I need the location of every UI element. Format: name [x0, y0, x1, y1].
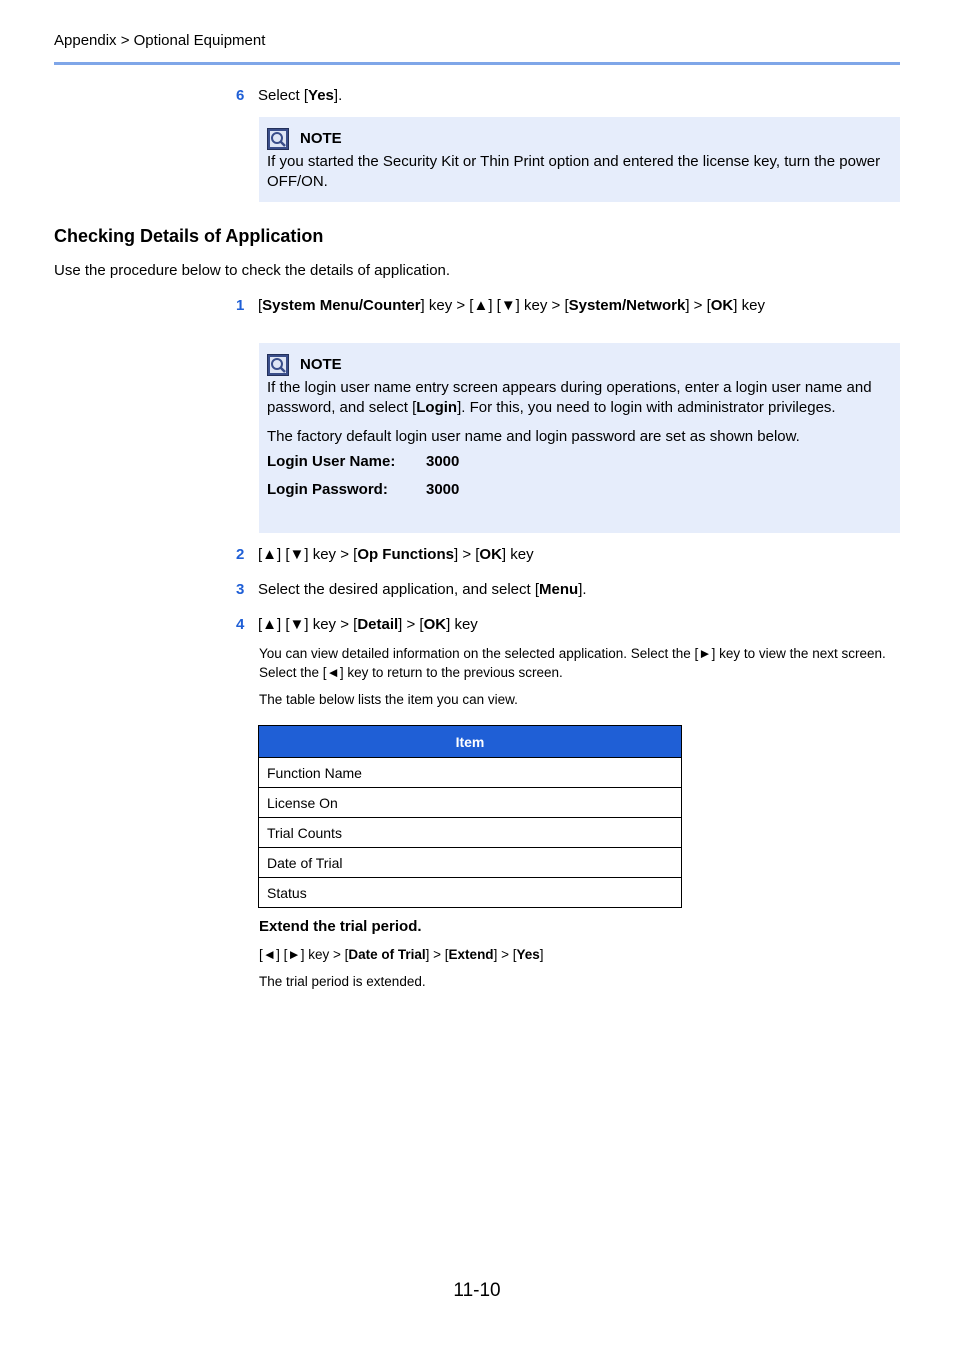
key-yes: Yes [308, 87, 334, 104]
note-box-login [259, 343, 900, 533]
step-text: ] > [ [425, 947, 449, 962]
step-text: Select [ [258, 87, 309, 104]
key-system-network: System/Network [568, 297, 686, 314]
table-row: Status [259, 878, 682, 908]
login-password-row [267, 476, 892, 504]
breadcrumb: Appendix > Optional Equipment [54, 32, 266, 49]
step-text: ] key [446, 616, 478, 633]
key-ok: OK [710, 297, 734, 314]
step-number: 4 [236, 616, 245, 633]
key-menu: Menu [539, 581, 579, 598]
step-text: [◄] [►] key > [ [259, 947, 349, 962]
step-text: ] [539, 947, 544, 962]
note-text: If you started the Security Kit or Thin Print option and entered the license key, turn the power OFF/ON. [267, 153, 881, 190]
step-2 [236, 546, 534, 563]
step-text: ] key > [▲] [▼] key > [ [420, 297, 569, 314]
note-icon [267, 354, 289, 376]
table-header: Item [259, 726, 682, 758]
note-title: NOTE [300, 356, 342, 373]
step-6 [236, 87, 342, 104]
table-row: Date of Trial [259, 848, 682, 878]
note-text: The factory default login user name and login password are set as shown below. [267, 428, 800, 445]
step-text: [▲] [▼] key > [ [258, 546, 358, 563]
note-text-part: ]. For this, you need to login with administrator privileges. [457, 399, 836, 416]
header-divider [54, 62, 900, 65]
note-box-license [259, 117, 900, 202]
step-text: [ [258, 297, 263, 314]
step-text: Select the desired application, and select [ [258, 581, 540, 598]
step-4 [236, 616, 478, 633]
step-text: ] key [733, 297, 765, 314]
step-text: ] > [ [685, 297, 711, 314]
extend-result: The trial period is extended. [259, 974, 426, 989]
page-number: 11-10 [453, 1280, 501, 1301]
step-number: 1 [236, 297, 245, 314]
step-text: ]. [578, 581, 587, 598]
key-date-of-trial: Date of Trial [348, 947, 426, 962]
key-login: Login [416, 399, 458, 416]
key-op-functions: Op Functions [357, 546, 454, 563]
section-title: Checking Details of Application [54, 226, 324, 246]
step-text: ]. [333, 87, 343, 104]
login-password-value: 3000 [426, 481, 460, 498]
step-3 [236, 581, 587, 598]
login-user-row [267, 448, 892, 476]
table-row: Function Name [259, 758, 682, 788]
extend-key-path [259, 947, 544, 962]
step-text: [▲] [▼] key > [ [258, 616, 358, 633]
key-ok: OK [423, 616, 447, 633]
login-user-value: 3000 [426, 453, 460, 470]
step-4-description: You can view detailed information on the selected application. Select the [►] key to view the next screen. Select the [◄] key to return to the previous screen. [259, 646, 886, 680]
note-text-part: If the login user name entry screen appears during operations, enter a login user name and password, and select [ [267, 379, 872, 416]
step-1 [236, 297, 765, 314]
key-system-menu: System Menu/Counter [262, 297, 421, 314]
step-text: ] > [ [398, 616, 424, 633]
key-detail: Detail [357, 616, 399, 633]
step-number: 2 [236, 546, 245, 563]
key-ok: OK [479, 546, 502, 563]
step-text: ] key [501, 546, 534, 563]
table-row: License On [259, 788, 682, 818]
key-extend: Extend [448, 947, 494, 962]
note-text [267, 378, 892, 418]
key-yes: Yes [516, 947, 540, 962]
note-title: NOTE [300, 130, 342, 147]
table-row: Trial Counts [259, 818, 682, 848]
step-number: 3 [236, 581, 245, 598]
items-table [258, 725, 682, 908]
table-intro: The table below lists the item you can view. [259, 692, 518, 707]
step-number: 6 [236, 87, 245, 104]
login-password-label: Login Password: [267, 481, 388, 498]
note-icon [267, 128, 289, 150]
extend-title: Extend the trial period. [259, 918, 422, 935]
section-intro: Use the procedure below to check the details of application. [54, 262, 451, 279]
step-text: ] > [ [493, 947, 517, 962]
login-user-label: Login User Name: [267, 453, 396, 470]
step-text: ] > [ [453, 546, 480, 563]
